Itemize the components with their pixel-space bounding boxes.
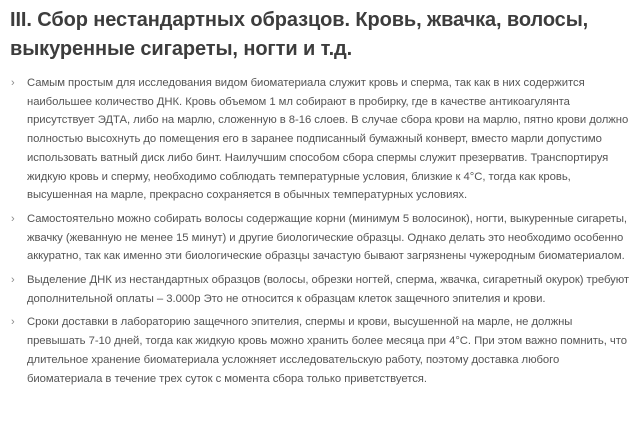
bullet-list <box>0 74 640 393</box>
list-item <box>0 210 640 266</box>
list-item <box>0 271 640 308</box>
chevron-right-icon: › <box>11 274 15 287</box>
list-item-text: Самым простым для исследования видом биоматериала служит кровь и сперма, так как в них содержится наибольшее количество ДНК. Кровь объемом 1 мл собирают в пробирку, где в качестве антикоагулянта присутствует ЭДТА, либо на марлю, сложенную в 8-16 слоев. В случае сбора крови на марлю, пятно крови должно полностью высохнуть до помещения его в заранее подписанный бумажный конверт, вместо марли допустимо использовать ватный диск либо бинт. Наилучшим способом сбора спермы служит презерватив. Транспортируя жидкую кровь и сперму, необходимо соблюдать температурные условия, близкие к 4°С, тогда как кровь, высушенная на марле, прекрасно сохраняется в обычных температурных условиях. <box>27 77 629 202</box>
list-item-text: Самостоятельно можно собирать волосы содержащие корни (минимум 5 волосинок), ногти, выкуренные сигареты, жвачку (жеванную не менее 15 минут) и другие биологические образцы. Однако делать это необходимо особенно аккуратно, так как именно эти биологические образцы зачастую бывают загрязнены чужеродным биоматериалом. <box>27 212 628 263</box>
list-item-text: Сроки доставки в лабораторию защечного эпителия, спермы и крови, высушенной на марле, не должны превышать 7-10 дней, тогда как жидкую кровь можно хранить более месяца при 4°С. При этом важно помнить, что длительное хранение биоматериала усложняет исследовательскую работу, поэтому доставка любого биоматериала в течение трех суток с момента сбора только приветствуется. <box>27 316 627 385</box>
list-item <box>0 74 640 205</box>
section-heading: III. Сбор нестандартных образцов. Кровь, жвачка, волосы, выкуренные сигареты, ногти и т.д. <box>10 9 589 60</box>
chevron-right-icon: › <box>11 77 15 89</box>
chevron-right-icon: › <box>11 212 15 225</box>
list-item-text: Выделение ДНК из нестандартных образцов (волосы, обрезки ногтей, сперма, жвачка, сигаретный окурок) требуют дополнительной оплаты – 3.000р Это не относится к образцам клеток защечного эпителия и крови. <box>27 274 630 305</box>
list-item <box>0 313 640 388</box>
chevron-right-icon: › <box>11 316 15 329</box>
